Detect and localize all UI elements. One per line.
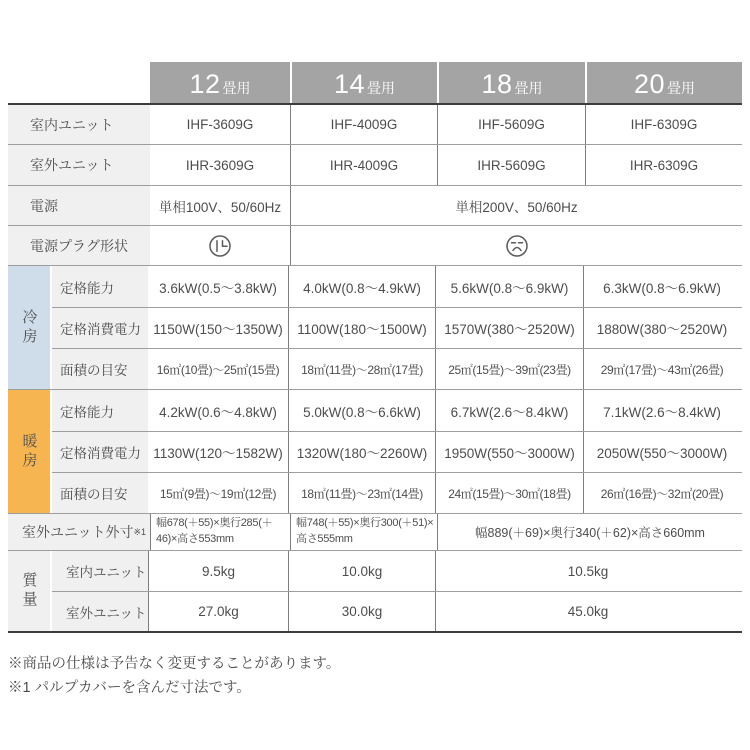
cooling-power-label: 定格消費電力: [52, 308, 148, 348]
weight-section-label-cell: [8, 551, 52, 631]
weight-section: [8, 550, 742, 631]
weight-outdoor-row: [52, 591, 742, 631]
indoor-unit-model-20: IHF-6309G: [585, 105, 742, 144]
header-20jo: [585, 62, 742, 103]
outdoor-dims-label: [8, 514, 150, 550]
cooling-power-14: 1100W(180〜1500W): [288, 308, 435, 348]
cooling-capacity-20: 6.3kW(0.8〜6.9kW): [583, 266, 740, 307]
header-12jo-num: 12: [189, 69, 221, 99]
cooling-section-label: 冷房: [20, 308, 38, 347]
heating-power-label: 定格消費電力: [52, 432, 148, 472]
footnote-valve-cover: ※1 パルプカバーを含んだ寸法です。: [8, 679, 251, 696]
cooling-capacity-row: [52, 266, 742, 307]
heating-capacity-row: [52, 390, 742, 431]
heating-section-label: 暖房: [20, 432, 38, 471]
cooling-capacity-14: 4.0kW(0.8〜4.9kW): [288, 266, 435, 307]
cooling-power-12: 1150W(150〜1350W): [153, 322, 283, 337]
weight-outdoor-12: 27.0kg: [148, 592, 288, 631]
cooling-section-label-cell: [8, 266, 52, 389]
row-power: [8, 185, 742, 225]
row-plug-shape: [8, 225, 742, 265]
heating-power-14: 1320W(180〜2260W): [288, 432, 435, 472]
weight-section-label: 質量: [20, 572, 38, 610]
header-spacer: [8, 62, 150, 103]
cooling-section: [8, 265, 742, 389]
cooling-power-20: 1880W(380〜2520W): [583, 308, 740, 348]
header-12jo-suffix: 畳用: [222, 80, 251, 96]
heating-capacity-18: 6.7kW(2.6〜8.4kW): [435, 390, 583, 431]
weight-indoor-18-20: 10.5kg: [435, 551, 740, 591]
row-outdoor-dims: [8, 513, 742, 550]
cooling-capacity-12: 3.6kW(0.5〜3.8kW): [159, 280, 277, 296]
heating-area-14: 18㎡(11畳)〜23㎡(14畳): [288, 473, 435, 513]
cooling-area-14: 18㎡(11畳)〜28㎡(17畳): [288, 349, 435, 389]
outdoor-unit-model-12: IHR-3609G: [185, 157, 255, 173]
weight-indoor-14: 10.0kg: [288, 551, 435, 591]
heating-area-row: [52, 472, 742, 513]
plug-shape-cell-12: [150, 226, 290, 265]
outdoor-unit-model-14: IHR-4009G: [290, 145, 437, 185]
header-row: [8, 62, 742, 103]
footnotes: [8, 653, 750, 701]
outdoor-dims-label-text: 室外ユニット外寸: [22, 524, 134, 540]
weight-indoor-label: 室内ユニット: [52, 551, 148, 591]
cooling-power-row: [52, 307, 742, 348]
heating-power-18: 1950W(550〜3000W): [435, 432, 583, 472]
indoor-unit-label: 室内ユニット: [8, 105, 150, 144]
cooling-area-18: 25㎡(15畳)〜39㎡(23畳): [435, 349, 583, 389]
header-20jo-suffix: 畳用: [667, 80, 696, 96]
row-outdoor-unit: [8, 144, 742, 185]
heating-capacity-12: 4.2kW(0.6〜4.8kW): [159, 404, 277, 420]
header-18jo-num: 18: [481, 69, 513, 99]
weight-outdoor-18-20: 45.0kg: [435, 592, 740, 631]
heating-area-12: 15㎡(9畳)〜19㎡(12畳): [159, 486, 277, 501]
heating-power-12: 1130W(120〜1582W): [153, 446, 283, 461]
header-14jo-suffix: 畳用: [367, 80, 396, 96]
cooling-capacity-label: 定格能力: [52, 266, 148, 307]
power-label: 電源: [8, 186, 150, 225]
row-indoor-unit: [8, 103, 742, 144]
power-value-12: 単相100V、50/60Hz: [158, 199, 282, 215]
weight-outdoor-14: 30.0kg: [288, 592, 435, 631]
power-value-others: 単相200V、50/60Hz: [290, 186, 742, 225]
header-18jo-suffix: 畳用: [514, 80, 543, 96]
cooling-area-20: 29㎡(17畳)〜43㎡(26畳): [583, 349, 740, 389]
heating-section: [8, 389, 742, 513]
heating-area-label: 面積の目安: [52, 473, 148, 513]
cooling-area-row: [52, 348, 742, 389]
heating-area-20: 26㎡(16畳)〜32㎡(20畳): [583, 473, 740, 513]
cooling-power-18: 1570W(380〜2520W): [435, 308, 583, 348]
outdoor-unit-model-18: IHR-5609G: [437, 145, 585, 185]
heating-capacity-label: 定格能力: [52, 390, 148, 431]
cooling-capacity-18: 5.6kW(0.8〜6.9kW): [435, 266, 583, 307]
plug-shape-cell-others: [290, 226, 742, 265]
header-14jo: [290, 62, 437, 103]
indoor-unit-model-12: IHF-3609G: [186, 117, 254, 132]
weight-indoor-row: [52, 551, 742, 591]
header-18jo: [437, 62, 585, 103]
outdoor-dims-12: 幅678(＋55)×奥行285(＋46)×高さ553mm: [150, 514, 290, 550]
plug-200v-icon: [503, 232, 531, 260]
heating-power-row: [52, 431, 742, 472]
indoor-unit-model-14: IHF-4009G: [290, 105, 437, 144]
heating-section-label-cell: [8, 390, 52, 513]
heating-capacity-20: 7.1kW(2.6〜8.4kW): [583, 390, 740, 431]
heating-capacity-14: 5.0kW(0.8〜6.6kW): [288, 390, 435, 431]
plug-shape-label: 電源プラグ形状: [8, 226, 150, 265]
outdoor-unit-label: 室外ユニット: [8, 145, 150, 185]
header-20jo-num: 20: [633, 69, 666, 99]
heating-power-20: 2050W(550〜3000W): [583, 432, 740, 472]
outdoor-dims-14: 幅748(＋55)×奥行300(＋51)×高さ555mm: [290, 514, 437, 550]
heating-area-18: 24㎡(15畳)〜30㎡(18畳): [435, 473, 583, 513]
outdoor-dims-note-ref: ※1: [133, 526, 146, 537]
weight-outdoor-label: 室外ユニット: [52, 592, 148, 631]
cooling-area-label: 面積の目安: [52, 349, 148, 389]
cooling-area-12: 16㎡(10畳)〜25㎡(15畳): [156, 362, 280, 377]
header-14jo-num: 14: [333, 69, 366, 99]
spec-table: [8, 62, 742, 633]
footnote-spec-change: ※商品の仕様は予告なく変更することがあります。: [8, 656, 341, 672]
weight-indoor-12: 9.5kg: [148, 551, 288, 591]
indoor-unit-model-18: IHF-5609G: [437, 105, 585, 144]
header-12jo: [150, 62, 290, 103]
outdoor-unit-model-20: IHR-6309G: [585, 145, 742, 185]
plug-100v-icon: [206, 232, 234, 260]
outdoor-dims-18-20: 幅889(＋69)×奥行340(＋62)×高さ660mm: [437, 514, 742, 550]
